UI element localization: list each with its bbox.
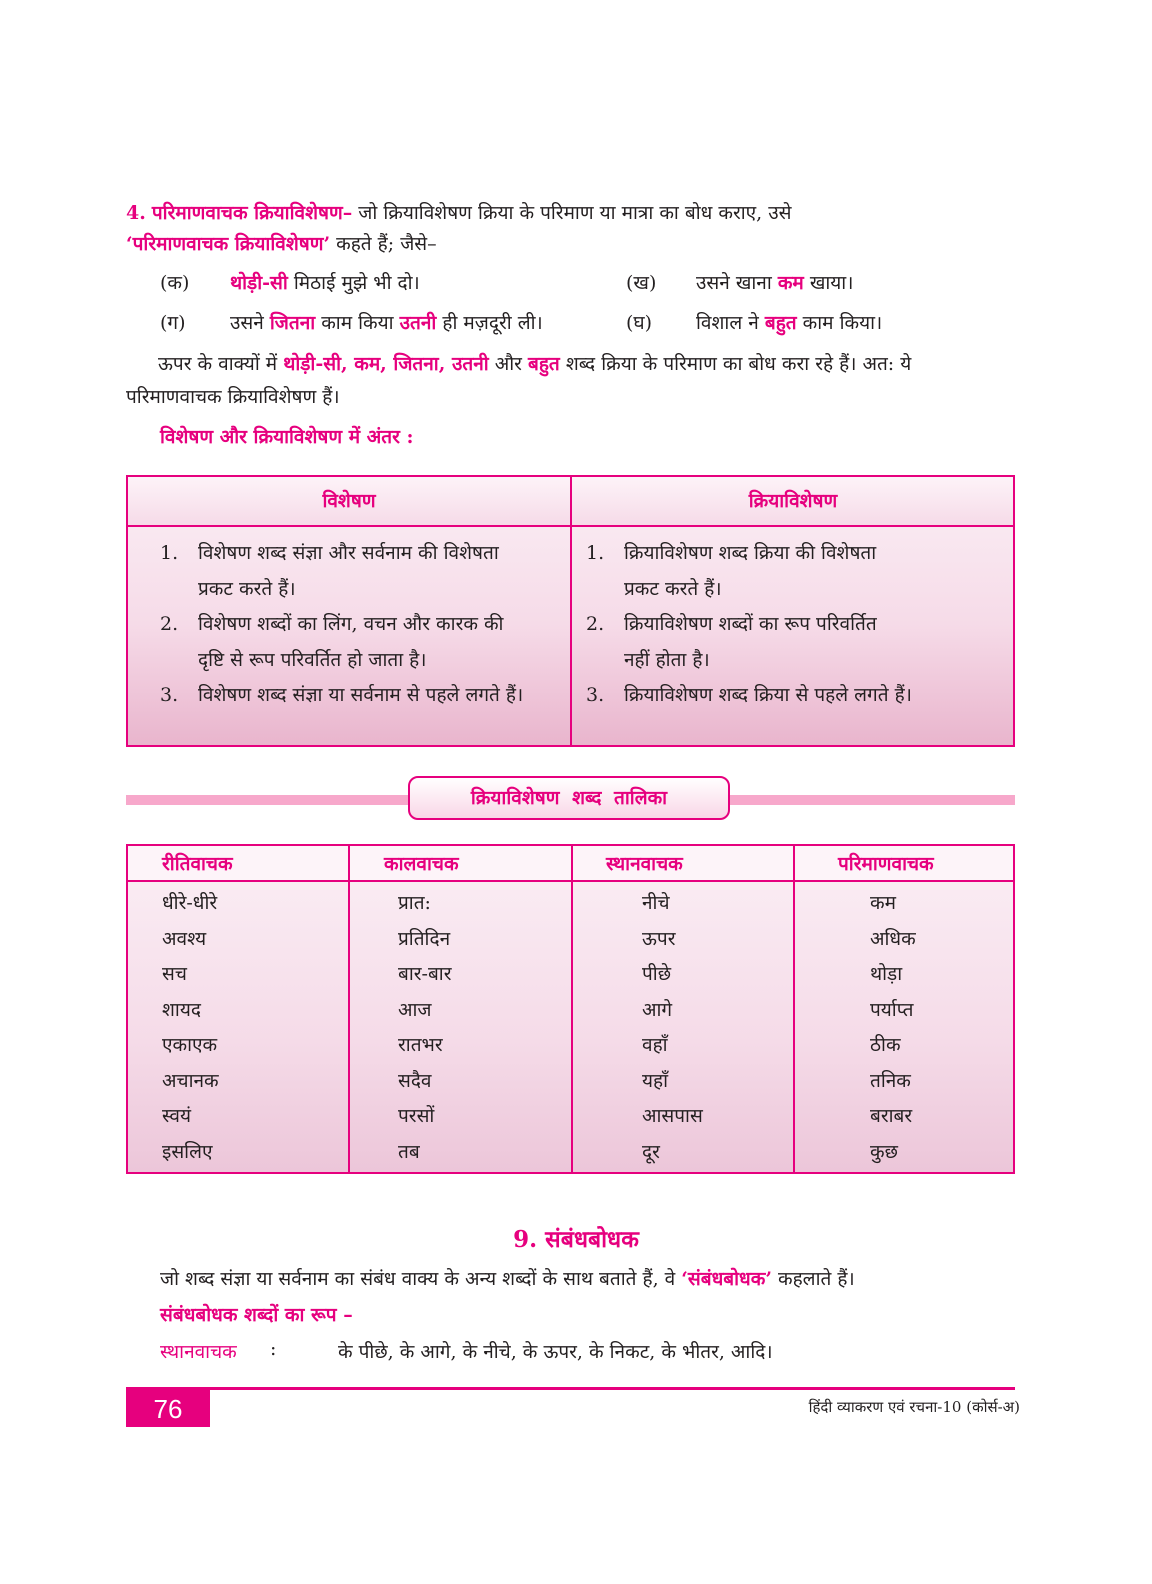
word-table-cell: कम — [870, 892, 896, 914]
header-kriyavisheshan: क्रियाविशेषण — [748, 490, 838, 512]
header-parimanvachak: परिमाणवाचक — [838, 853, 934, 875]
word-table-cell: स्वयं — [162, 1105, 191, 1127]
para-start: जो शब्द संज्ञा या सर्वनाम का संबंध वाक्य के अन्य शब्दों के साथ बताते हैं, वे — [160, 1268, 676, 1290]
item-line: क्रियाविशेषण शब्दों का रूप परिवर्तित — [624, 613, 877, 635]
example-text: विशाल ने — [696, 312, 765, 334]
example-label: (ग) — [160, 312, 186, 334]
word-table-cell: अधिक — [870, 927, 916, 950]
word-table-title: क्रियाविशेषण शब्द तालिका — [408, 776, 730, 820]
sthanvachak-label: स्थानवाचक — [160, 1341, 237, 1363]
word-table-cell: बराबर — [870, 1105, 913, 1127]
item-number: 2. — [586, 613, 605, 635]
example-text: उसने खाना — [696, 272, 778, 294]
book-title: हिंदी व्याकरण एवं रचना-10 (कोर्स-अ) — [808, 1398, 1020, 1416]
item-line: विशेषण शब्द संज्ञा और सर्वनाम की विशेषता — [198, 542, 499, 564]
item-line: प्रकट करते हैं। — [624, 578, 722, 600]
comparison-table — [126, 475, 1015, 747]
example-text: काम किया। — [796, 312, 883, 334]
word-table-cell: दूर — [642, 1140, 660, 1163]
word-table-cell: सच — [162, 963, 187, 985]
item-line: विशेषण शब्दों का लिंग, वचन और कारक की — [198, 613, 504, 635]
sthanvachak-examples: के पीछे, के आगे, के नीचे, के ऊपर, के निकट, के भीतर, आदि। — [338, 1341, 773, 1363]
section4-number: 4. — [126, 202, 146, 224]
word-table-cell: यहाँ — [642, 1069, 669, 1092]
para-end: कहलाते हैं। — [778, 1268, 855, 1290]
word-table-cell: वहाँ — [642, 1034, 668, 1056]
example-text: ही मज़दूरी ली। — [436, 312, 543, 334]
word-table-cell: धीरे-धीरे — [162, 892, 218, 914]
item-line: विशेषण शब्द संज्ञा या सर्वनाम से पहले लगते हैं। — [198, 684, 524, 706]
example-label: (घ) — [626, 312, 653, 334]
summary-word-last: बहुत — [527, 353, 560, 375]
word-table-cell: बार-बार — [398, 963, 452, 985]
section4-heading: परिमाणवाचक क्रियाविशेषण– — [151, 202, 353, 224]
example-highlight: उतनी — [399, 312, 437, 334]
example-text: काम किया — [315, 312, 400, 334]
word-table-cell: आगे — [642, 998, 673, 1021]
word-table-cell: सदैव — [398, 1069, 432, 1092]
word-table-cell: तब — [398, 1140, 420, 1163]
example-text: उसने — [230, 312, 270, 334]
word-table-cell: अवश्य — [162, 927, 207, 950]
header-sthanvachak: स्थानवाचक — [606, 853, 683, 875]
example-highlight: कम — [777, 272, 804, 294]
header-kalvachak: कालवाचक — [384, 853, 459, 875]
word-table-cell: रातभर — [398, 1034, 443, 1056]
word-table-cell: परसों — [398, 1105, 435, 1127]
word-table-cell: पर्याप्त — [870, 998, 914, 1021]
summary-line2: परिमाणवाचक क्रियाविशेषण हैं। — [126, 386, 340, 408]
word-table-cell: नीचे — [642, 892, 670, 914]
column-divider — [570, 477, 572, 745]
word-table-cell: इसलिए — [162, 1140, 213, 1163]
example-text: खाया। — [803, 272, 854, 294]
word-table-cell: प्रतिदिन — [398, 927, 451, 950]
item-line: नहीं होता है। — [624, 649, 710, 671]
column-divider — [793, 846, 795, 1172]
section4-summary — [126, 348, 1016, 414]
item-line: क्रियाविशेषण शब्द क्रिया की विशेषता — [624, 542, 877, 564]
section9-heading: 9. संबंधबोधक — [513, 1226, 639, 1253]
footer-rule — [126, 1387, 1015, 1390]
word-table-cell: तनिक — [870, 1069, 911, 1092]
summary-and: और — [494, 353, 522, 375]
section4-intro: जो क्रियाविशेषण क्रिया के परिमाण या मात्रा का बोध कराए, उसे — [358, 202, 792, 224]
summary-start: ऊपर के वाक्यों में — [158, 353, 278, 375]
difference-title: विशेषण और क्रियाविशेषण में अंतर : — [160, 426, 414, 448]
example-label: (ख) — [626, 272, 657, 294]
summary-end: शब्द क्रिया के परिमाण का बोध करा रहे हैं। अत: ये — [565, 353, 912, 375]
item-line: क्रियाविशेषण शब्द क्रिया से पहले लगते हैं। — [624, 684, 912, 706]
word-table — [126, 844, 1015, 1174]
section9-subheading: संबंधबोधक शब्दों का रूप – — [160, 1304, 353, 1326]
example-highlight: जितना — [269, 312, 316, 334]
word-table-cell: प्रात: — [398, 892, 431, 914]
word-table-cell: ठीक — [870, 1034, 901, 1056]
item-number: 2. — [160, 613, 179, 635]
word-table-cell: आज — [398, 998, 432, 1021]
word-table-cell: एकाएक — [162, 1034, 218, 1056]
column-divider — [571, 846, 573, 1172]
example-label: (क) — [160, 272, 190, 294]
sthanvachak-colon: : — [270, 1338, 277, 1360]
column-divider — [348, 846, 350, 1172]
section4-term: ‘परिमाणवाचक क्रियाविशेषण’ — [126, 233, 331, 255]
item-number: 3. — [160, 684, 179, 706]
word-table-cell: ऊपर — [642, 927, 676, 950]
word-table-cell: पीछे — [642, 963, 672, 985]
para-term: ‘संबंधबोधक’ — [681, 1268, 772, 1290]
summary-words: थोड़ी-सी, कम, जितना, उतनी — [283, 353, 489, 375]
example-highlight: बहुत — [764, 312, 797, 334]
item-line: दृष्टि से रूप परिवर्तित हो जाता है। — [198, 649, 427, 671]
page-number: 76 — [126, 1387, 210, 1427]
item-number: 1. — [160, 542, 179, 564]
header-ritivachak: रीतिवाचक — [162, 853, 233, 875]
word-table-cell: आसपास — [642, 1105, 703, 1127]
section4-paragraph — [126, 198, 1016, 260]
header-visheshan: विशेषण — [322, 490, 376, 512]
example-text: मिठाई मुझे भी दो। — [287, 272, 420, 294]
item-number: 1. — [586, 542, 605, 564]
example-highlight: थोड़ी-सी — [230, 272, 288, 294]
item-number: 3. — [586, 684, 605, 706]
word-table-cell: शायद — [162, 998, 201, 1021]
item-line: प्रकट करते हैं। — [198, 578, 296, 600]
section4-intro-end: कहते हैं; जैसे– — [336, 233, 437, 255]
word-table-cell: थोड़ा — [870, 963, 903, 985]
word-table-cell: कुछ — [870, 1140, 898, 1163]
section9-paragraph — [160, 1265, 855, 1291]
word-table-cell: अचानक — [162, 1069, 219, 1092]
